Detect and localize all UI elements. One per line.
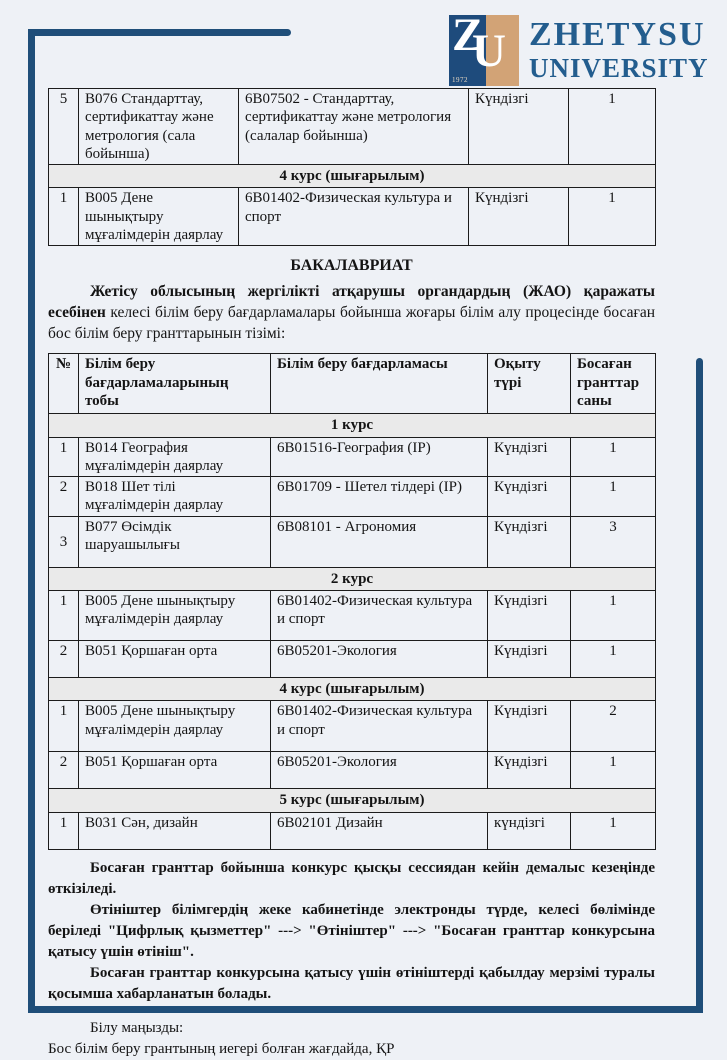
logo-mark	[449, 9, 519, 86]
cell-group: B077 Өсімдік шаруашылығы	[79, 516, 271, 567]
cell-form: Күндізгі	[488, 516, 571, 567]
page-frame-left	[28, 29, 35, 1013]
cell-program: 6B02101 Дизайн	[271, 812, 488, 849]
logo-wordmark	[529, 15, 709, 82]
cell-form: Күндізгі	[488, 640, 571, 677]
intro-paragraph	[48, 282, 655, 344]
course-section-label: 5 курс (шығарылым)	[49, 789, 656, 812]
course-section-row	[49, 414, 656, 437]
course-section-label: 4 курс (шығарылым)	[49, 677, 656, 700]
paragraph: Босаған гранттар бойынша конкурс қысқы сессиядан кейін демалыс кезеңінде өткізіледі.	[48, 859, 655, 897]
cell-count: 1	[569, 188, 656, 246]
cell-num: 2	[49, 752, 79, 789]
cell-form: Күндізгі	[488, 437, 571, 477]
table-row	[49, 188, 656, 246]
cell-program: 6B07502 - Стандарттау, сертификаттау және метрология (салалар бойынша)	[239, 89, 469, 165]
cell-num: 5	[49, 89, 79, 165]
university-logo	[449, 9, 709, 86]
top-table	[48, 88, 656, 246]
cell-program: 6B01709 - Шетел тілдері (IP)	[271, 477, 488, 517]
cell-count: 1	[571, 590, 656, 640]
document-body	[48, 88, 655, 1060]
cell-group: B076 Стандарттау, сертификаттау және метрология (сала бойынша)	[79, 89, 239, 165]
course-section-row	[49, 567, 656, 590]
table-row	[49, 701, 656, 752]
course-section-row	[49, 165, 656, 188]
page-title: БАКАЛАВРИАТ	[290, 257, 413, 275]
cell-count: 3	[571, 516, 656, 567]
cell-group: B018 Шет тілі мұғалімдерін даярлау	[79, 477, 271, 517]
cell-program: 6B01402-Физическая культура и спорт	[239, 188, 469, 246]
cell-num: 1	[49, 701, 79, 752]
course-section-row	[49, 677, 656, 700]
header-row	[49, 354, 656, 414]
cell-program: 6B01516-География (IP)	[271, 437, 488, 477]
main-table	[48, 353, 656, 849]
intro-rest-text: келесі білім беру бағдарламалары бойынша жоғары білім алу процесінде босаған бос білім беру гранттарынын тізімі:	[48, 303, 655, 342]
table-row	[49, 437, 656, 477]
cell-program: 6B05201-Экология	[271, 752, 488, 789]
paragraph: Босаған гранттар конкурсына қатысу үшін өтініштерді қабылдау мерзімі туралы қосымша хабарланатын болады.	[48, 964, 655, 1002]
cell-program: 6B01402-Физическая культура и спорт	[271, 590, 488, 640]
cell-num: 2	[49, 640, 79, 677]
cell-program: 6B05201-Экология	[271, 640, 488, 677]
table-row	[49, 89, 656, 165]
cell-program: 6B08101 - Агрономия	[271, 516, 488, 567]
cell-num: 3	[49, 516, 79, 567]
logo-name-line2: UNIVERSITY	[529, 53, 709, 83]
page-frame-right	[696, 358, 703, 1013]
cell-count: 1	[571, 752, 656, 789]
logo-letter-u: U	[472, 25, 506, 77]
cell-num: 1	[49, 188, 79, 246]
header-num: №	[49, 354, 79, 414]
cell-group: B014 География мұғалімдерін даярлау	[79, 437, 271, 477]
page-frame-top	[28, 29, 291, 36]
header-program: Білім беру бағдарламасы	[271, 354, 488, 414]
cell-group: B051 Қоршаған орта	[79, 640, 271, 677]
course-section-row	[49, 789, 656, 812]
cell-num: 1	[49, 437, 79, 477]
cell-group: B031 Сән, дизайн	[79, 812, 271, 849]
cell-count: 1	[571, 437, 656, 477]
cell-form: Күндізгі	[488, 590, 571, 640]
cell-group: B005 Дене шынықтыру мұғалімдерін даярлау	[79, 701, 271, 752]
cell-num: 2	[49, 477, 79, 517]
table-row	[49, 516, 656, 567]
cell-count: 1	[571, 640, 656, 677]
table-row	[49, 477, 656, 517]
cell-num: 1	[49, 812, 79, 849]
cell-group: B051 Қоршаған орта	[79, 752, 271, 789]
cell-program: 6B01402-Физическая культура и спорт	[271, 701, 488, 752]
main-table-body	[49, 414, 656, 849]
cell-form: Күндізгі	[469, 89, 569, 165]
table-row	[49, 590, 656, 640]
logo-name-line1: ZHETYSU	[529, 16, 706, 53]
cell-count: 1	[571, 812, 656, 849]
course-section-label: 1 курс	[49, 414, 656, 437]
course-section-label: 2 курс	[49, 567, 656, 590]
cell-count: 2	[571, 701, 656, 752]
cell-group: B005 Дене шынықтыру мұғалімдерін даярлау	[79, 590, 271, 640]
logo-letter-z: Z	[452, 9, 484, 61]
footer-paragraphs	[48, 858, 655, 1060]
course-section-label: 4 курс (шығарылым)	[49, 165, 656, 188]
header-count: Босаған гранттар саны	[571, 354, 656, 414]
cell-group: B005 Дене шынықтыру мұғалімдерін даярлау	[79, 188, 239, 246]
cell-num: 1	[49, 590, 79, 640]
cell-count: 1	[571, 477, 656, 517]
cell-form: Күндізгі	[488, 752, 571, 789]
main-table-header	[49, 354, 656, 414]
logo-year: 1972	[452, 76, 468, 84]
table-row	[49, 640, 656, 677]
paragraph: Білу маңызды:	[90, 1019, 184, 1036]
cell-form: күндізгі	[488, 812, 571, 849]
cell-form: Күндізгі	[488, 477, 571, 517]
paragraph: Бос білім беру грантының иегері болған жағдайда, ҚР	[48, 1040, 395, 1057]
cell-count: 1	[569, 89, 656, 165]
header-group: Білім беру бағдарламаларының тобы	[79, 354, 271, 414]
paragraph: Өтініштер білімгердің жеке кабинетінде электронды түрде, келесі бөлімінде беріледі "Цифрлық қызметтер" ---> "Өтініштер" ---> "Босаған гранттар конкурсына қатысу үшін өтініш".	[48, 901, 655, 960]
header-form: Оқыту түрі	[488, 354, 571, 414]
cell-form: Күндізгі	[469, 188, 569, 246]
main-table-wrap	[48, 353, 655, 849]
table-row	[49, 812, 656, 849]
cell-form: Күндізгі	[488, 701, 571, 752]
table-row	[49, 752, 656, 789]
top-table-body	[49, 89, 656, 246]
intro-bold-text: Жетісу облысының жергілікті атқарушы органдардың (ЖАО) қаражаты есебінен	[48, 283, 655, 321]
